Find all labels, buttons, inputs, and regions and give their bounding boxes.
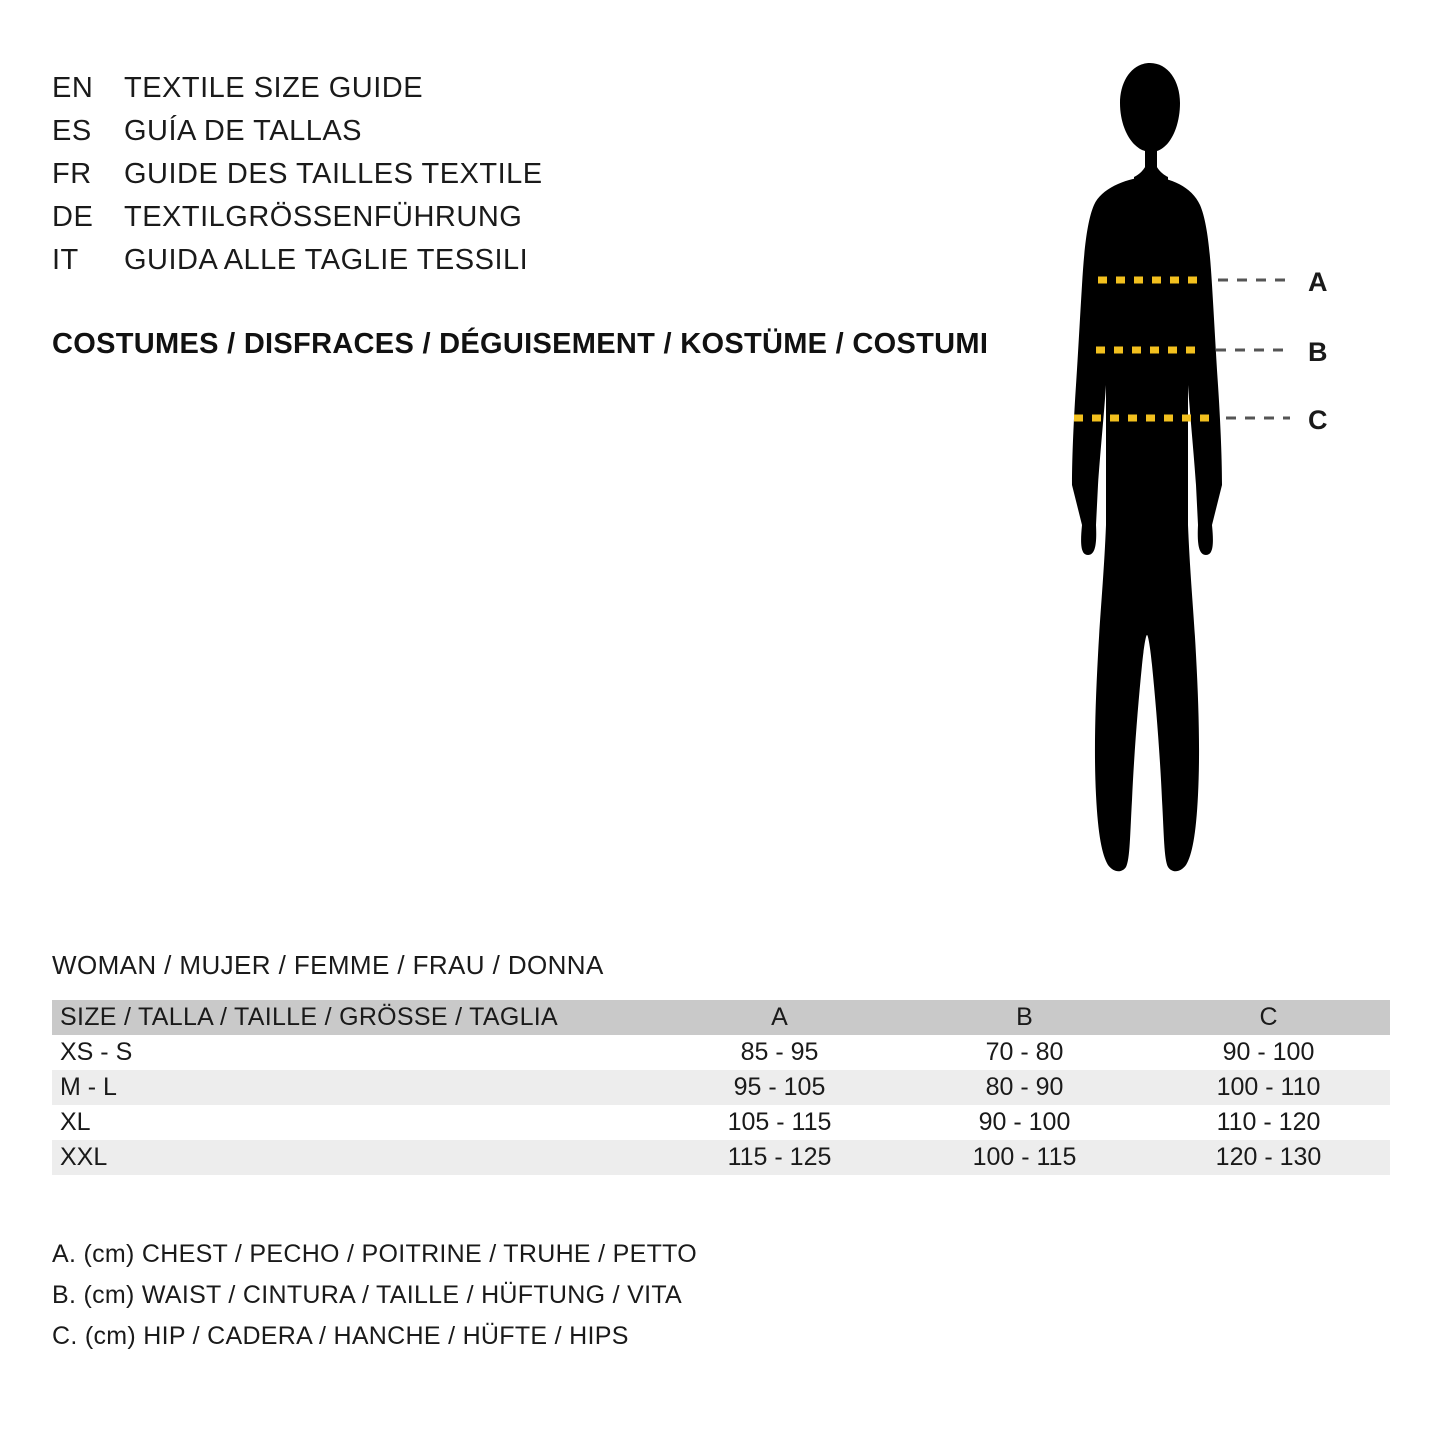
measurement-legend bbox=[52, 1240, 697, 1363]
cell-c: 100 - 110 bbox=[1216, 1073, 1321, 1101]
size-table bbox=[52, 1000, 1390, 1175]
table-row bbox=[52, 1140, 1390, 1175]
table-row bbox=[52, 1035, 1390, 1070]
language-row bbox=[52, 244, 543, 287]
column-header-b: B bbox=[1016, 1003, 1033, 1031]
marker-label-b: B bbox=[1308, 337, 1328, 367]
language-code: FR bbox=[52, 158, 92, 190]
cell-size: XXL bbox=[60, 1143, 108, 1171]
language-code: EN bbox=[52, 72, 94, 104]
marker-label-a: A bbox=[1308, 267, 1328, 297]
table-caption: WOMAN / MUJER / FEMME / FRAU / DONNA bbox=[52, 950, 604, 980]
cell-b: 70 - 80 bbox=[985, 1038, 1064, 1066]
table-header-row bbox=[52, 1000, 1390, 1035]
language-text: GUIDA ALLE TAGLIE TESSILI bbox=[124, 244, 529, 276]
language-row bbox=[52, 201, 543, 244]
cell-a: 105 - 115 bbox=[727, 1108, 832, 1136]
language-row bbox=[52, 115, 543, 158]
language-text: GUÍA DE TALLAS bbox=[124, 115, 363, 147]
measurement-figure bbox=[1000, 55, 1400, 895]
language-text: GUIDE DES TAILLES TEXTILE bbox=[124, 158, 543, 190]
legend-line-a: A. (cm) CHEST / PECHO / POITRINE / TRUHE / PETTO bbox=[52, 1240, 698, 1268]
cell-b: 90 - 100 bbox=[978, 1108, 1071, 1136]
column-header-a: A bbox=[771, 1003, 788, 1031]
language-list bbox=[52, 72, 543, 287]
cell-b: 80 - 90 bbox=[985, 1073, 1064, 1101]
language-row bbox=[52, 72, 543, 115]
cell-c: 120 - 130 bbox=[1215, 1143, 1322, 1171]
cell-a: 115 - 125 bbox=[727, 1143, 832, 1171]
language-text: TEXTILE SIZE GUIDE bbox=[124, 72, 424, 104]
legend-line-b: B. (cm) WAIST / CINTURA / TAILLE / HÜFTUNG / VITA bbox=[52, 1281, 683, 1309]
table-row bbox=[52, 1105, 1390, 1140]
category-title: COSTUMES / DISFRACES / DÉGUISEMENT / KOSTÜME / COSTUMI bbox=[52, 328, 989, 360]
cell-a: 85 - 95 bbox=[740, 1038, 819, 1066]
female-silhouette-icon bbox=[1000, 55, 1400, 895]
language-row bbox=[52, 158, 543, 201]
language-code: IT bbox=[52, 244, 79, 276]
language-code: DE bbox=[52, 201, 94, 233]
column-header-size: SIZE / TALLA / TAILLE / GRÖSSE / TAGLIA bbox=[60, 1003, 559, 1031]
cell-a: 95 - 105 bbox=[733, 1073, 826, 1101]
cell-size: XS - S bbox=[60, 1038, 133, 1066]
language-code: ES bbox=[52, 115, 92, 147]
cell-b: 100 - 115 bbox=[972, 1143, 1077, 1171]
legend-line-c: C. (cm) HIP / CADERA / HANCHE / HÜFTE / HIPS bbox=[52, 1322, 629, 1350]
cell-size: XL bbox=[60, 1108, 91, 1136]
language-text: TEXTILGRÖSSENFÜHRUNG bbox=[124, 201, 523, 233]
column-header-c: C bbox=[1259, 1003, 1278, 1031]
marker-label-c: C bbox=[1308, 405, 1328, 435]
cell-size: M - L bbox=[60, 1073, 117, 1101]
table-row bbox=[52, 1070, 1390, 1105]
cell-c: 110 - 120 bbox=[1216, 1108, 1321, 1136]
cell-c: 90 - 100 bbox=[1222, 1038, 1315, 1066]
